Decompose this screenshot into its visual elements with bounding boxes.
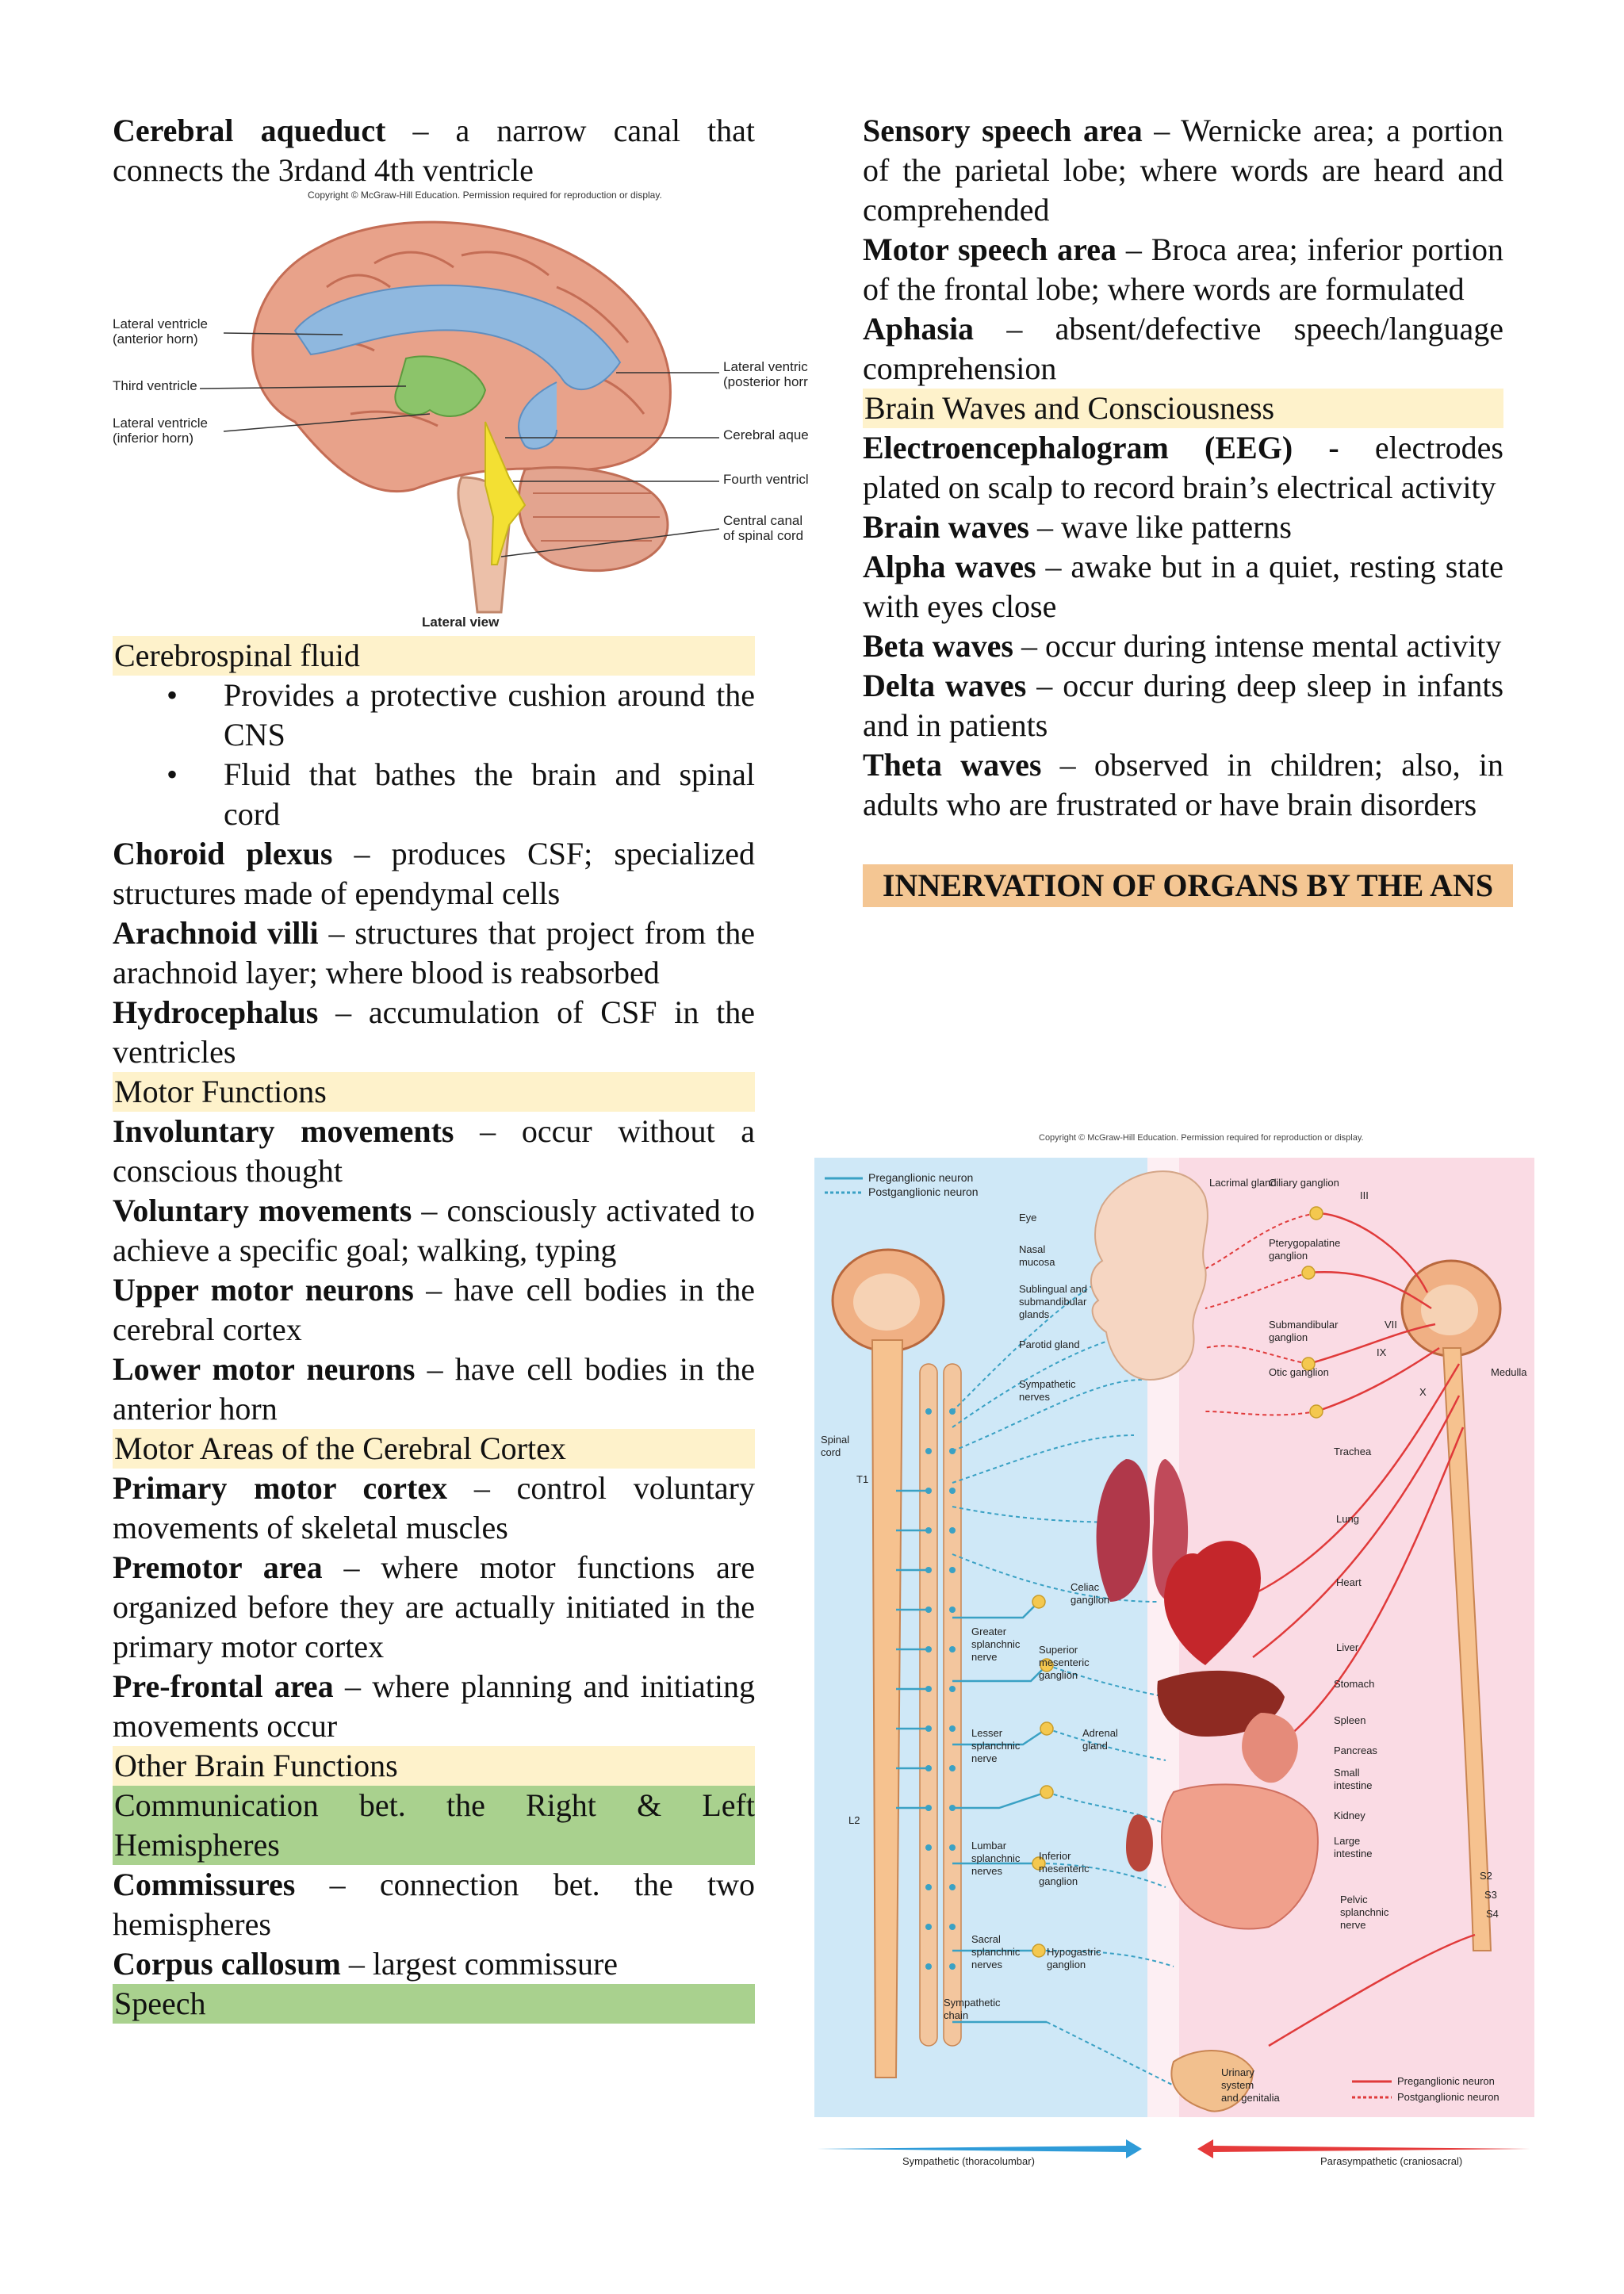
lbl-lesser-3: nerve: [971, 1752, 998, 1764]
lbl-t1: T1: [856, 1473, 869, 1485]
ans-copyright: Copyright © McGraw-Hill Education. Permission required for reproduction or display.: [1039, 1133, 1364, 1143]
lbl-superior-1: Superior: [1039, 1644, 1078, 1656]
definition: – accumulation of CSF in the ventricles: [113, 994, 755, 1070]
legend-pre-bottom: Preganglionic neuron: [1397, 2075, 1495, 2087]
lbl-medulla: Medulla: [1491, 1366, 1527, 1378]
term: Theta waves: [863, 747, 1042, 783]
lbl-aqueduct: Cerebral aque: [723, 427, 809, 442]
lbl-chain-2: chain: [944, 2009, 969, 2021]
lbl-lung: Lung: [1336, 1513, 1359, 1525]
lbl-s3: S3: [1484, 1889, 1497, 1901]
ans-figure: [793, 1110, 1554, 2165]
involuntary-entry: [113, 1112, 755, 1191]
lbl-third: Third ventricle: [113, 378, 197, 393]
term: Lower motor neurons: [113, 1351, 416, 1387]
lbl-small-1: Small: [1334, 1767, 1360, 1779]
lbl-greater-1: Greater: [971, 1626, 1007, 1637]
lbl-lateral-ant-1: Lateral ventricle: [113, 316, 209, 331]
lbl-submand-1: Submandibular: [1269, 1319, 1339, 1331]
upper-entry: [113, 1270, 755, 1350]
lbl-superior-2: mesenteric: [1039, 1656, 1090, 1668]
motor-areas-heading: Motor Areas of the Cerebral Cortex: [113, 1429, 755, 1469]
arachnoid-entry: [113, 913, 755, 993]
speech-heading: Speech: [113, 1984, 755, 2024]
lbl-sym-nerves-2: nerves: [1019, 1391, 1051, 1403]
delta-entry: [863, 666, 1503, 745]
lbl-nasal: Nasal: [1019, 1243, 1046, 1255]
lbl-urinary-1: Urinary: [1221, 2066, 1254, 2078]
definition: – awake but in a quiet, resting state with eyes close: [863, 549, 1503, 624]
arrow-para-label: Parasympathetic (craniosacral): [1320, 2155, 1463, 2167]
lbl-submand-2: ganglion: [1269, 1331, 1308, 1343]
lbl-lateral-post-1: Lateral ventric: [723, 359, 808, 374]
waves-heading: Brain Waves and Consciousness: [863, 389, 1503, 428]
term: Beta waves: [863, 628, 1013, 664]
lbl-vii: VII: [1385, 1319, 1397, 1331]
definition: – Broca area; inferior portion of the frontal lobe; where words are formulated: [863, 232, 1503, 307]
term: Motor speech area: [863, 232, 1116, 267]
lbl-ptery-2: ganglion: [1269, 1250, 1308, 1262]
choroid-entry: [113, 834, 755, 913]
lbl-lesser-1: Lesser: [971, 1727, 1003, 1739]
lbl-superior-3: ganglion: [1039, 1669, 1078, 1681]
lbl-kidney: Kidney: [1334, 1810, 1365, 1821]
lbl-greater-2: splanchnic: [971, 1638, 1021, 1650]
lbl-l2: L2: [848, 1814, 860, 1826]
lbl-spleen: Spleen: [1334, 1714, 1366, 1726]
kidney-icon: [1126, 1814, 1153, 1871]
premotor-entry: [113, 1548, 755, 1667]
term: Aphasia: [863, 311, 975, 347]
ans-title: INNERVATION OF ORGANS BY THE ANS: [863, 864, 1513, 907]
lbl-heart: Heart: [1336, 1576, 1362, 1588]
arrow-sym-label: Sympathetic (thoracolumbar): [902, 2155, 1035, 2167]
definition: – have cell bodies in the cerebral cortex: [113, 1272, 755, 1347]
lbl-lumbar-2: splanchnic: [971, 1852, 1021, 1864]
definition: – control voluntary movements of skeletal muscles: [113, 1470, 755, 1545]
brainwaves-entry: [863, 507, 1503, 547]
lbl-trachea: Trachea: [1334, 1446, 1372, 1457]
lbl-sublingual: Sublingual and: [1019, 1283, 1088, 1295]
term: Arachnoid villi: [113, 915, 319, 951]
other-heading: Other Brain Functions: [113, 1746, 755, 1786]
lbl-sacral-3: nerves: [971, 1959, 1003, 1970]
term: Electroencephalogram (EEG) -: [863, 430, 1339, 465]
legend-post-top: Postganglionic neuron: [868, 1185, 979, 1198]
term: Commissures: [113, 1867, 296, 1902]
primary-entry: [113, 1469, 755, 1548]
lbl-inferior-3: ganglion: [1039, 1875, 1078, 1887]
alpha-entry: [863, 547, 1503, 626]
aphasia-entry: [863, 309, 1503, 389]
lbl-otic: Otic ganglion: [1269, 1366, 1329, 1378]
csf-bullet-1: • Provides a protective cushion around the CNS: [224, 676, 755, 755]
definition: – occur without a conscious thought: [113, 1113, 756, 1189]
definition: – have cell bodies in the anterior horn: [113, 1351, 755, 1427]
definition: – largest commissure: [340, 1946, 619, 1982]
definition: – structures that project from the arachnoid layer; where blood is reabsorbed: [113, 915, 755, 990]
definition: – absent/defective speech/language comprehension: [863, 311, 1503, 386]
lbl-pelvic-2: splanchnic: [1340, 1906, 1389, 1918]
lbl-lateral-inf-2: (inferior horn): [113, 431, 194, 446]
hydrocephalus-entry: [113, 993, 755, 1072]
lbl-cord: cord: [821, 1446, 841, 1458]
lbl-pancreas: Pancreas: [1334, 1744, 1377, 1756]
lbl-fourth: Fourth ventricl: [723, 472, 809, 487]
sensory-entry: [863, 111, 1503, 230]
right-column: [863, 111, 1503, 907]
legend-pre-top: Preganglionic neuron: [868, 1171, 974, 1184]
lbl-central-1: Central canal: [723, 513, 803, 528]
lbl-s2: S2: [1480, 1870, 1492, 1882]
definition: – a narrow canal that connects the 3rdand 4th ventricle: [113, 113, 756, 188]
lower-entry: [113, 1350, 755, 1429]
lbl-s4: S4: [1486, 1908, 1499, 1920]
definition: electrodes plated on scalp to record brain’s electrical activity: [863, 430, 1503, 505]
csf-bullet-2: • Fluid that bathes the brain and spinal cord: [224, 755, 755, 834]
lbl-ptery-1: Pterygopalatine: [1269, 1237, 1341, 1249]
lbl-lacrimal: Lacrimal gland: [1209, 1177, 1277, 1189]
definition: – where motor functions are organized before they are actually initiated in the primary motor cortex: [113, 1549, 755, 1664]
term: Sensory speech area: [863, 113, 1143, 148]
lbl-glands: glands: [1019, 1308, 1050, 1320]
term: Choroid plexus: [113, 836, 333, 871]
lbl-lateral-post-2: (posterior horr: [723, 374, 808, 389]
term: Corpus callosum: [113, 1946, 341, 1982]
lbl-liver: Liver: [1336, 1641, 1359, 1653]
lbl-sacral-1: Sacral: [971, 1933, 1001, 1945]
lbl-submandibular: submandibular: [1019, 1296, 1087, 1308]
ventricles-figure: [113, 190, 809, 633]
lbl-large-1: Large: [1334, 1835, 1361, 1847]
term: Pre-frontal area: [113, 1668, 334, 1704]
term: Hydrocephalus: [113, 994, 319, 1030]
lbl-small-2: intestine: [1334, 1779, 1373, 1791]
theta-entry: [863, 745, 1503, 825]
definition: – connection bet. the two hemispheres: [113, 1867, 755, 1942]
lbl-adrenal-1: Adrenal: [1082, 1727, 1118, 1739]
lbl-eye: Eye: [1019, 1212, 1037, 1224]
term: Premotor area: [113, 1549, 323, 1585]
lbl-spinal: Spinal: [821, 1434, 850, 1446]
lbl-celiac-2: ganglion: [1071, 1594, 1110, 1606]
definition: – Wernicke area; a portion of the parietal lobe; where words are heard and comprehended: [863, 113, 1503, 228]
term: Voluntary movements: [113, 1193, 412, 1228]
definition: – wave like patterns: [1029, 509, 1292, 545]
csf-list: [113, 676, 755, 834]
term: Cerebral aqueduct: [113, 113, 386, 148]
lbl-inferior-2: mesenteric: [1039, 1863, 1090, 1875]
term: Primary motor cortex: [113, 1470, 448, 1506]
lbl-iii: III: [1360, 1189, 1369, 1201]
communication-heading: Communication bet. the Right & Left Hemispheres: [113, 1786, 755, 1865]
lbl-urinary-3: and genitalia: [1221, 2092, 1280, 2104]
prefrontal-entry: [113, 1667, 755, 1746]
definition: – occur during deep sleep in infants and in patients: [863, 668, 1504, 743]
left-column: [113, 111, 809, 2024]
term: Brain waves: [863, 509, 1029, 545]
definition: – occur during intense mental activity: [1013, 628, 1502, 664]
corpus-entry: [113, 1944, 755, 1984]
lbl-hypogastric-1: Hypogastric: [1047, 1946, 1101, 1958]
lbl-x: X: [1419, 1386, 1427, 1398]
term: Upper motor neurons: [113, 1272, 414, 1308]
term: Alpha waves: [863, 549, 1036, 584]
lbl-ix: IX: [1377, 1346, 1387, 1358]
lbl-central-2: of spinal cord: [723, 528, 804, 543]
lbl-lateral-ant-2: (anterior horn): [113, 331, 198, 347]
lbl-stomach: Stomach: [1334, 1678, 1375, 1690]
motorspeech-entry: [863, 230, 1503, 309]
lbl-chain-1: Sympathetic: [944, 1997, 1001, 2009]
term: Delta waves: [863, 668, 1027, 703]
lbl-lumbar-1: Lumbar: [971, 1840, 1007, 1852]
lbl-mucosa: mucosa: [1019, 1256, 1055, 1268]
csf-heading: Cerebrospinal fluid: [113, 636, 755, 676]
lbl-large-2: intestine: [1334, 1848, 1373, 1859]
voluntary-entry: [113, 1191, 755, 1270]
lbl-adrenal-2: gland: [1082, 1740, 1108, 1752]
definition: – produces CSF; specialized structures made of ependymal cells: [113, 836, 756, 911]
lbl-lateral-inf-1: Lateral ventricle: [113, 416, 209, 431]
lbl-greater-3: nerve: [971, 1651, 998, 1663]
term: Involuntary movements: [113, 1113, 454, 1149]
definition: – observed in children; also, in adults who are frustrated or have brain disorders: [863, 747, 1503, 822]
lbl-urinary-2: system: [1221, 2079, 1254, 2091]
brain-caption: Lateral view: [422, 615, 500, 630]
beta-entry: [863, 626, 1503, 666]
lbl-inferior-1: Inferior: [1039, 1850, 1071, 1862]
lbl-lumbar-3: nerves: [971, 1865, 1003, 1877]
lbl-sacral-2: splanchnic: [971, 1946, 1021, 1958]
lbl-sym-nerves-1: Sympathetic: [1019, 1378, 1076, 1390]
motor-heading: Motor Functions: [113, 1072, 755, 1112]
cerebellum-shape: [519, 468, 668, 571]
eeg-entry: [863, 428, 1503, 507]
lbl-ciliary: Ciliary ganglion: [1269, 1177, 1339, 1189]
definition: – where planning and initiating movements occur: [113, 1668, 755, 1744]
commissures-entry: [113, 1865, 755, 1944]
lbl-celiac-1: Celiac: [1071, 1581, 1100, 1593]
lbl-pelvic-1: Pelvic: [1340, 1894, 1368, 1905]
lbl-parotid: Parotid gland: [1019, 1338, 1080, 1350]
definition: – consciously activated to achieve a specific goal; walking, typing: [113, 1193, 755, 1268]
lbl-lesser-2: splanchnic: [971, 1740, 1021, 1752]
lbl-hypogastric-2: ganglion: [1047, 1959, 1086, 1970]
legend-post-bottom: Postganglionic neuron: [1397, 2091, 1500, 2103]
brain-copyright: Copyright © McGraw-Hill Education. Permission required for reproduction or display.: [308, 190, 662, 201]
cerebral-aqueduct-entry: [113, 111, 755, 190]
lbl-pelvic-3: nerve: [1340, 1919, 1366, 1931]
